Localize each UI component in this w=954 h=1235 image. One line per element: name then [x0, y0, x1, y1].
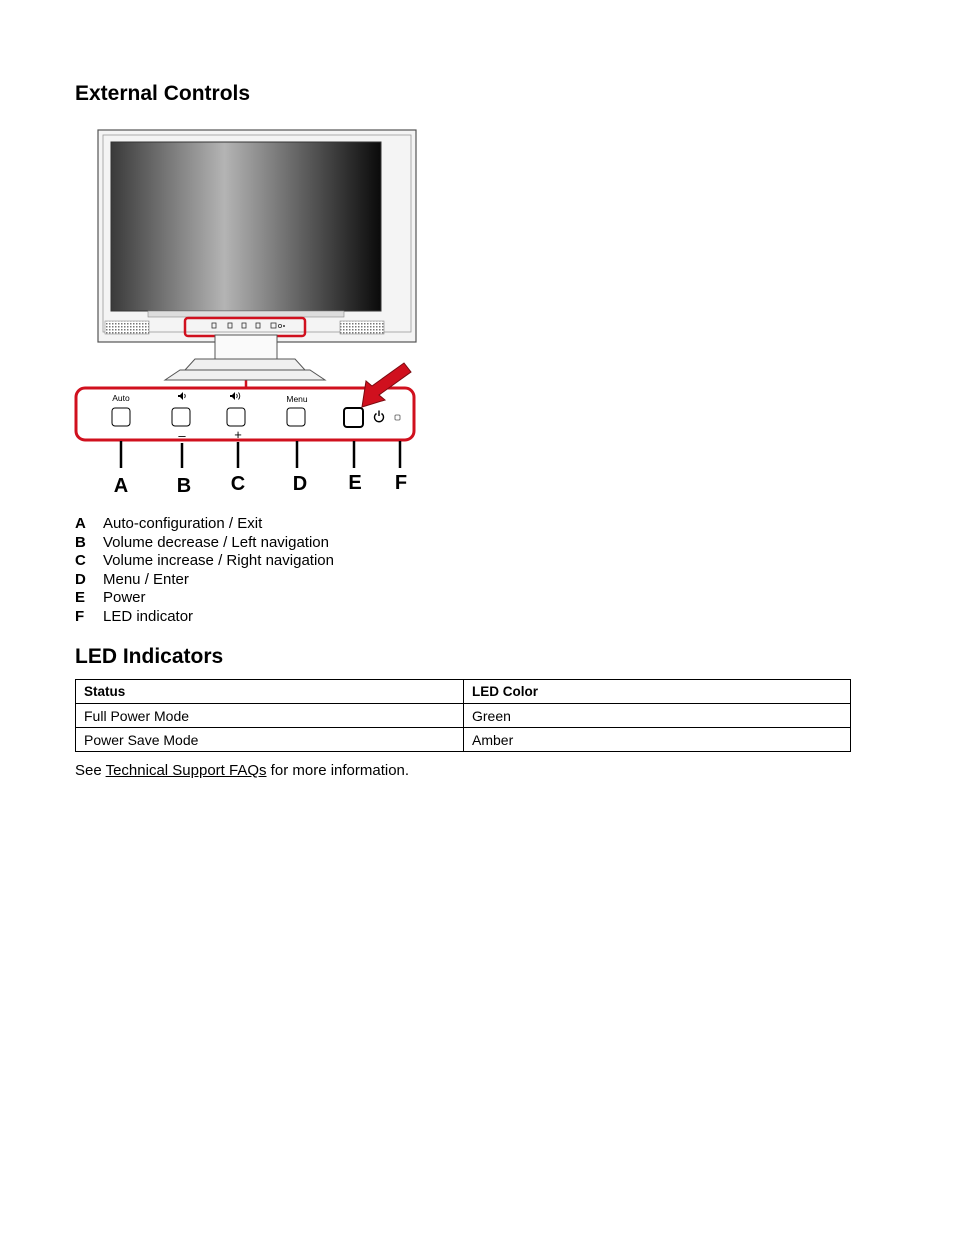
column-header-led-color: LED Color: [464, 680, 851, 704]
power-button: [344, 408, 363, 427]
legend-text: Menu / Enter: [103, 570, 189, 588]
menu-label: Menu: [286, 394, 308, 404]
auto-button: [112, 408, 130, 426]
volume-up-button: [227, 408, 245, 426]
legend-text: Volume increase / Right navigation: [103, 552, 334, 570]
letter-c: C: [230, 473, 246, 495]
letter-d: D: [292, 473, 308, 495]
table-cell: Green: [464, 704, 851, 728]
section-title-external-controls: External Controls: [75, 82, 251, 105]
speaker-grill-right: [340, 321, 384, 334]
legend-text: LED indicator: [103, 607, 194, 625]
legend-item: [75, 589, 334, 608]
speaker-grill-left: [105, 321, 149, 334]
controls-legend: [75, 515, 334, 627]
table-cell: Amber: [464, 728, 851, 752]
footer-note: [75, 762, 409, 779]
table-row: [76, 728, 851, 752]
letter-e: E: [348, 472, 362, 494]
plus-label: +: [234, 427, 242, 442]
legend-key: E: [75, 589, 86, 607]
legend-key: B: [75, 533, 86, 551]
table-cell: Full Power Mode: [76, 704, 464, 728]
legend-key: D: [75, 570, 86, 588]
letter-a: A: [113, 475, 129, 495]
led-indicator: [395, 415, 400, 420]
legend-key: F: [75, 607, 85, 625]
legend-item: [75, 515, 334, 534]
led-indicator-table: [75, 679, 851, 752]
technical-support-faqs-link[interactable]: Technical Support FAQs: [105, 762, 267, 779]
monitor-screen: [111, 142, 381, 311]
note-prefix: See: [75, 762, 106, 779]
legend-item: [75, 534, 334, 553]
menu-button: [287, 408, 305, 426]
table-header-row: [76, 680, 851, 704]
volume-down-button: [172, 408, 190, 426]
section-title-led-indicators: LED Indicators: [75, 645, 224, 668]
minus-label: –: [178, 428, 186, 443]
legend-key: A: [75, 515, 86, 532]
monitor-front-figure: [70, 125, 420, 495]
table-row: [76, 704, 851, 728]
legend-key: C: [75, 552, 86, 570]
legend-item: [75, 571, 334, 590]
legend-text: Power: [103, 589, 146, 607]
legend-text: Volume decrease / Left navigation: [103, 533, 329, 551]
letter-f: F: [394, 472, 408, 494]
legend-text: Auto-configuration / Exit: [103, 515, 263, 532]
letter-b: B: [176, 475, 192, 495]
auto-label: Auto: [112, 393, 130, 403]
table-cell: Power Save Mode: [76, 728, 464, 752]
note-suffix: for more information.: [266, 762, 410, 779]
column-header-status: Status: [76, 680, 464, 704]
legend-item: [75, 552, 334, 571]
legend-item: [75, 608, 334, 627]
